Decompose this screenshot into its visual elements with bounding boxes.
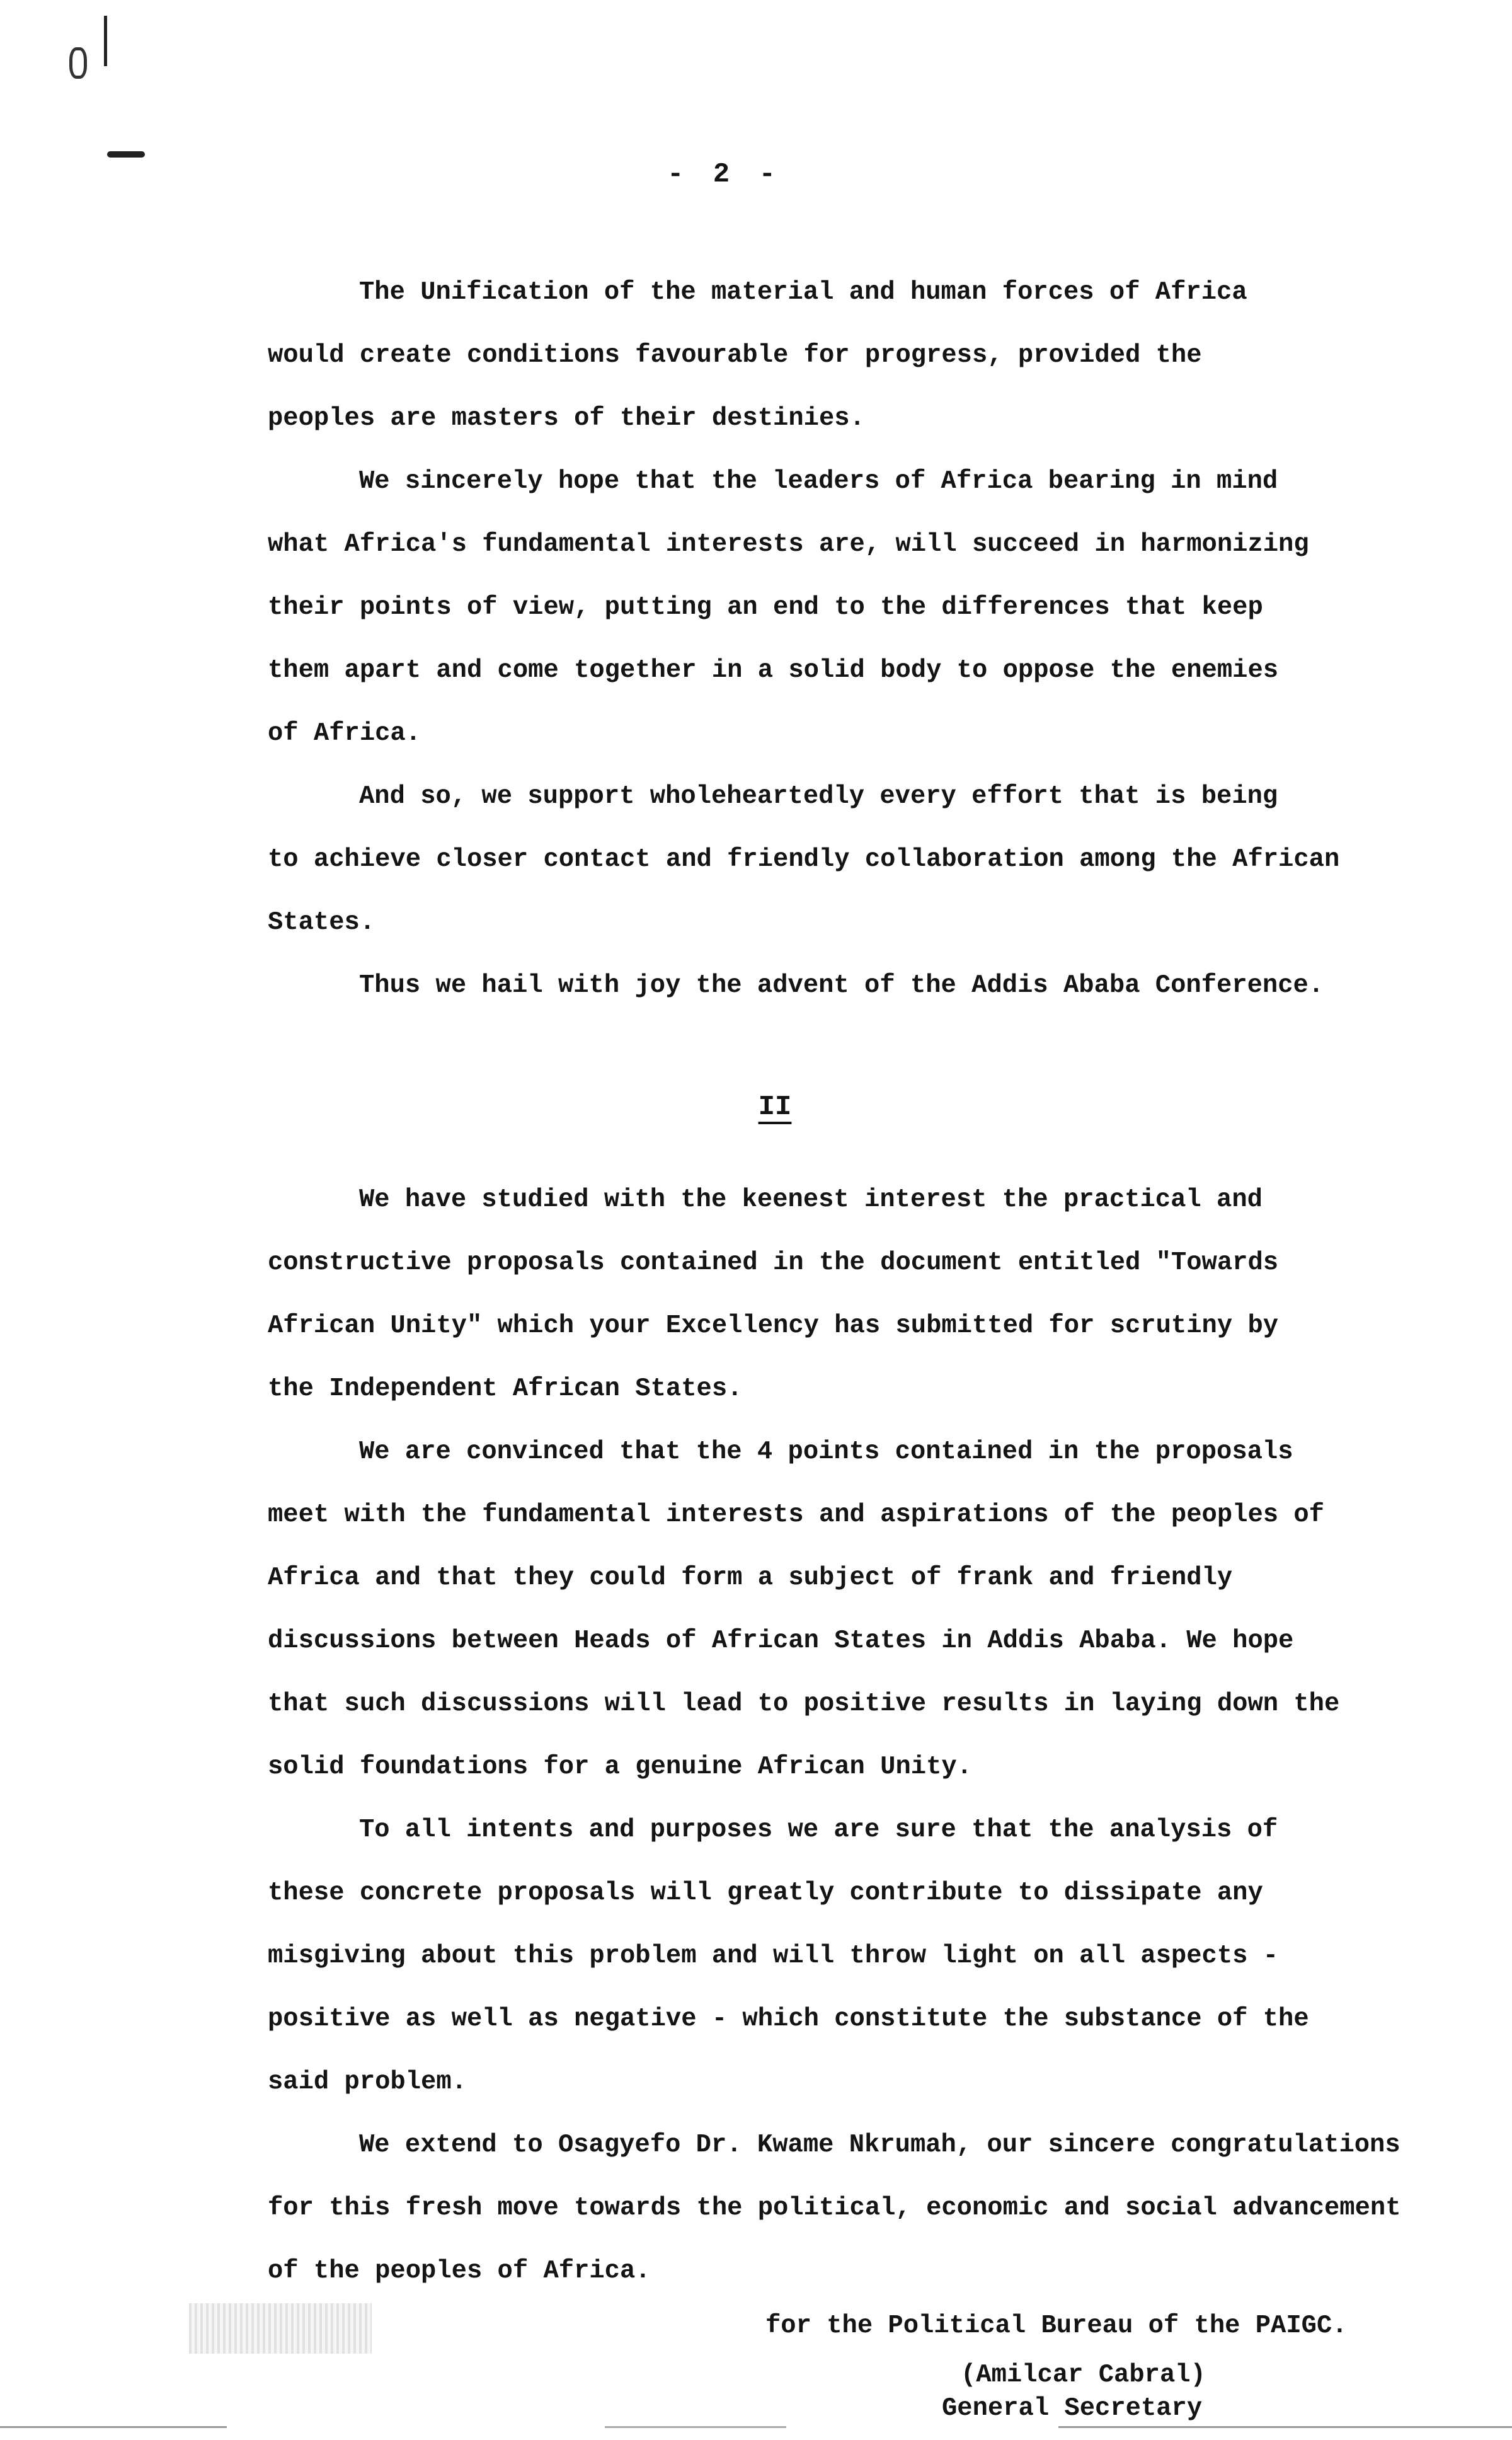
paragraph-line: of Africa. [268, 719, 421, 748]
paragraph-line: States. [268, 908, 375, 937]
paragraph-line: said problem. [268, 2068, 467, 2097]
paragraph-line: them apart and come together in a solid body to oppose the enemies [268, 656, 1279, 685]
handwritten-mark [69, 47, 87, 79]
paragraph-line: discussions between Heads of African States in Addis Ababa. We hope [268, 1626, 1294, 1655]
paragraph-line: solid foundations for a genuine African Unity. [268, 1752, 972, 1781]
paragraph-line: Thus we hail with joy the advent of the Addis Ababa Conference. [359, 971, 1324, 1000]
handwritten-mark [107, 151, 145, 158]
paragraph-line: To all intents and purposes we are sure that the analysis of [359, 1816, 1278, 1844]
section-heading: II [758, 1091, 792, 1123]
paragraph-line: misgiving about this problem and will throw light on all aspects - [268, 1942, 1279, 1971]
page-number: - 2 - [667, 159, 782, 190]
paragraph-line: African Unity" which your Excellency has submitted for scrutiny by [268, 1311, 1279, 1340]
signature-for-line: for the Political Bureau of the PAIGC. [765, 2311, 1348, 2340]
handwritten-mark [104, 16, 107, 66]
paragraph-line: for this fresh move towards the political, economic and social advancement [268, 2194, 1401, 2223]
paragraph-line: constructive proposals contained in the document entitled "Towards [268, 1248, 1279, 1277]
paragraph-line: We have studied with the keenest interest the practical and [359, 1185, 1263, 1214]
signature-name: (Amilcar Cabral) [961, 2361, 1206, 2390]
paragraph-line: the Independent African States. [268, 1374, 743, 1403]
paragraph-line: The Unification of the material and human forces of Africa [359, 278, 1247, 307]
smudged-stamp [189, 2303, 372, 2354]
paragraph-line: positive as well as negative - which constitute the substance of the [268, 2005, 1309, 2034]
paragraph-line: would create conditions favourable for progress, provided the [268, 341, 1202, 370]
paragraph-line: that such discussions will lead to positive results in laying down the [268, 1689, 1340, 1718]
paragraph-line: We sincerely hope that the leaders of Africa bearing in mind [359, 467, 1278, 496]
paragraph-line: We are convinced that the 4 points contained in the proposals [359, 1437, 1293, 1466]
paragraph-line: Africa and that they could form a subject of frank and friendly [268, 1563, 1233, 1592]
paragraph-line: these concrete proposals will greatly contribute to dissipate any [268, 1879, 1263, 1908]
paragraph-line: peoples are masters of their destinies. [268, 404, 865, 433]
paragraph-line: We extend to Osagyefo Dr. Kwame Nkrumah, our sincere congratulations [359, 2131, 1400, 2160]
signature-title: General Secretary [942, 2394, 1203, 2423]
page-edge-rule [0, 2426, 1512, 2428]
paragraph-line: of the peoples of Africa. [268, 2257, 651, 2286]
paragraph-line: meet with the fundamental interests and aspirations of the peoples of [268, 1500, 1324, 1529]
paragraph-line: And so, we support wholeheartedly every effort that is being [359, 782, 1278, 811]
paragraph-line: what Africa's fundamental interests are, will succeed in harmonizing [268, 530, 1309, 559]
paragraph-line: to achieve closer contact and friendly collaboration among the African [268, 845, 1340, 874]
paragraph-line: their points of view, putting an end to the differences that keep [268, 593, 1263, 622]
